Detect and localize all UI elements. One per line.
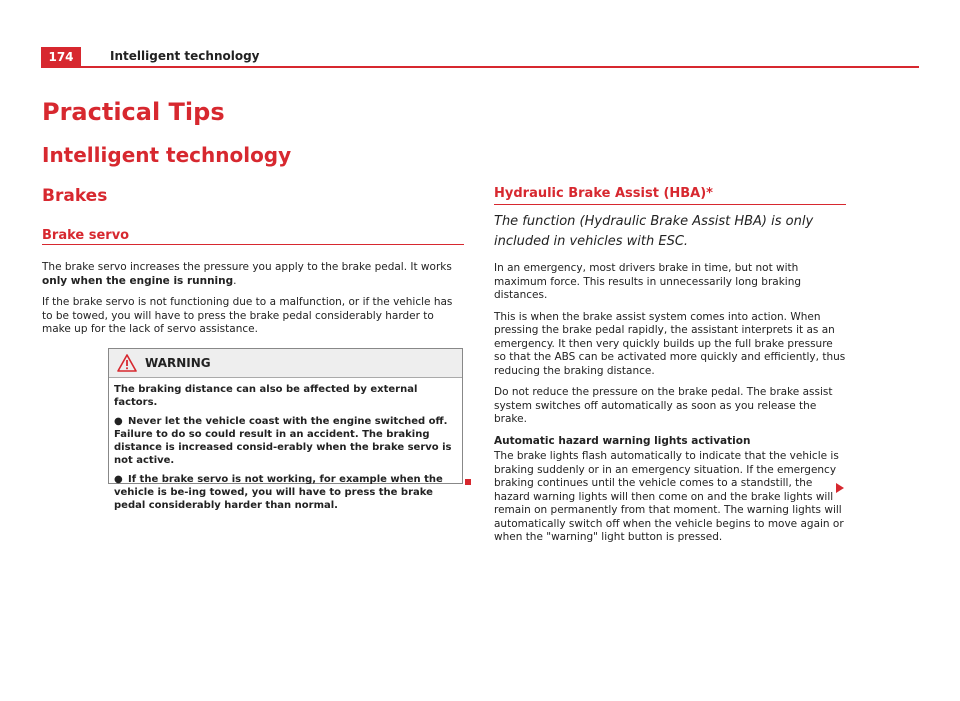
emphasis-engine-running: only when the engine is running — [42, 274, 234, 287]
page-number: 174 — [41, 47, 81, 67]
brake-servo-paragraph-2: If the brake servo is not functioning due to a malfunction, or if the vehicle has to be towed, you will have to press the brake pedal considerably harder to make up for the lack of servo assistance. — [42, 296, 453, 335]
right-column-text — [494, 262, 846, 553]
hba-intro: The function (Hydraulic Brake Assist HBA) is only included in vehicles with ESC. — [494, 214, 814, 249]
hba-paragraph-4: The brake lights flash automatically to indicate that the vehicle is braking suddenly or in an emergency situation. If the emergency braking continues until the vehicle comes to a standstill, the hazard warning lights will then come on and the brake lights will remain on permanently from that moment. The warning lights will automatically switch off when the vehicle begins to move again or when the "warning" light button is pressed. — [494, 450, 844, 543]
bullet-icon: ● — [114, 416, 123, 427]
bullet-icon: ● — [114, 474, 123, 485]
hba-heading-rule — [494, 204, 846, 205]
hazard-lights-subheading: Automatic hazard warning lights activation — [494, 434, 751, 447]
topic-heading: Brakes — [42, 186, 108, 206]
hba-paragraph-1: In an emergency, most drivers brake in time, but not with maximum force. This results in unnecessarily long braking distances. — [494, 262, 802, 301]
subtopic-heading: Brake servo — [42, 228, 130, 243]
warning-triangle-icon — [117, 354, 137, 372]
hba-paragraph-2: This is when the brake assist system comes into action. When pressing the brake pedal rapidly, the assistant interprets it as an emergency. It then very quickly builds up the full brake pressure so that the ABS can be activated more quickly and efficiently, thus reducing the braking distance. — [494, 310, 846, 377]
warning-title: WARNING — [145, 356, 211, 370]
brake-servo-paragraph-1: The brake servo increases the pressure you apply to the brake pedal. It works only when the engine is running. — [42, 261, 452, 287]
subtopic-rule — [42, 244, 464, 245]
warning-box — [108, 348, 463, 511]
hba-paragraph-3: Do not reduce the pressure on the brake pedal. The brake assist system switches off automatically as soon as you release the brake. — [494, 386, 833, 425]
left-column-text — [42, 261, 464, 345]
end-square-icon — [465, 479, 471, 485]
warning-bullet-2: ● If the brake servo is not working, for example when the vehicle is be-ing towed, you will have to press the brake pedal considerably harder than normal. — [114, 474, 443, 511]
warning-intro: The braking distance can also be affected by external factors. — [114, 384, 418, 408]
chapter-heading: Intelligent technology — [42, 143, 292, 167]
section-heading: Practical Tips — [42, 98, 225, 126]
running-header: Intelligent technology — [110, 49, 260, 63]
hba-heading: Hydraulic Brake Assist (HBA)* — [494, 186, 713, 201]
header-rule — [41, 66, 919, 68]
warning-body — [109, 378, 462, 512]
warning-bullet-1: ● Never let the vehicle coast with the engine switched off. Failure to do so could result in an accident. The braking distance is increased consid-erably when the brake servo is not active. — [114, 416, 452, 466]
warning-header — [109, 349, 462, 378]
continue-arrow-icon — [836, 483, 844, 493]
